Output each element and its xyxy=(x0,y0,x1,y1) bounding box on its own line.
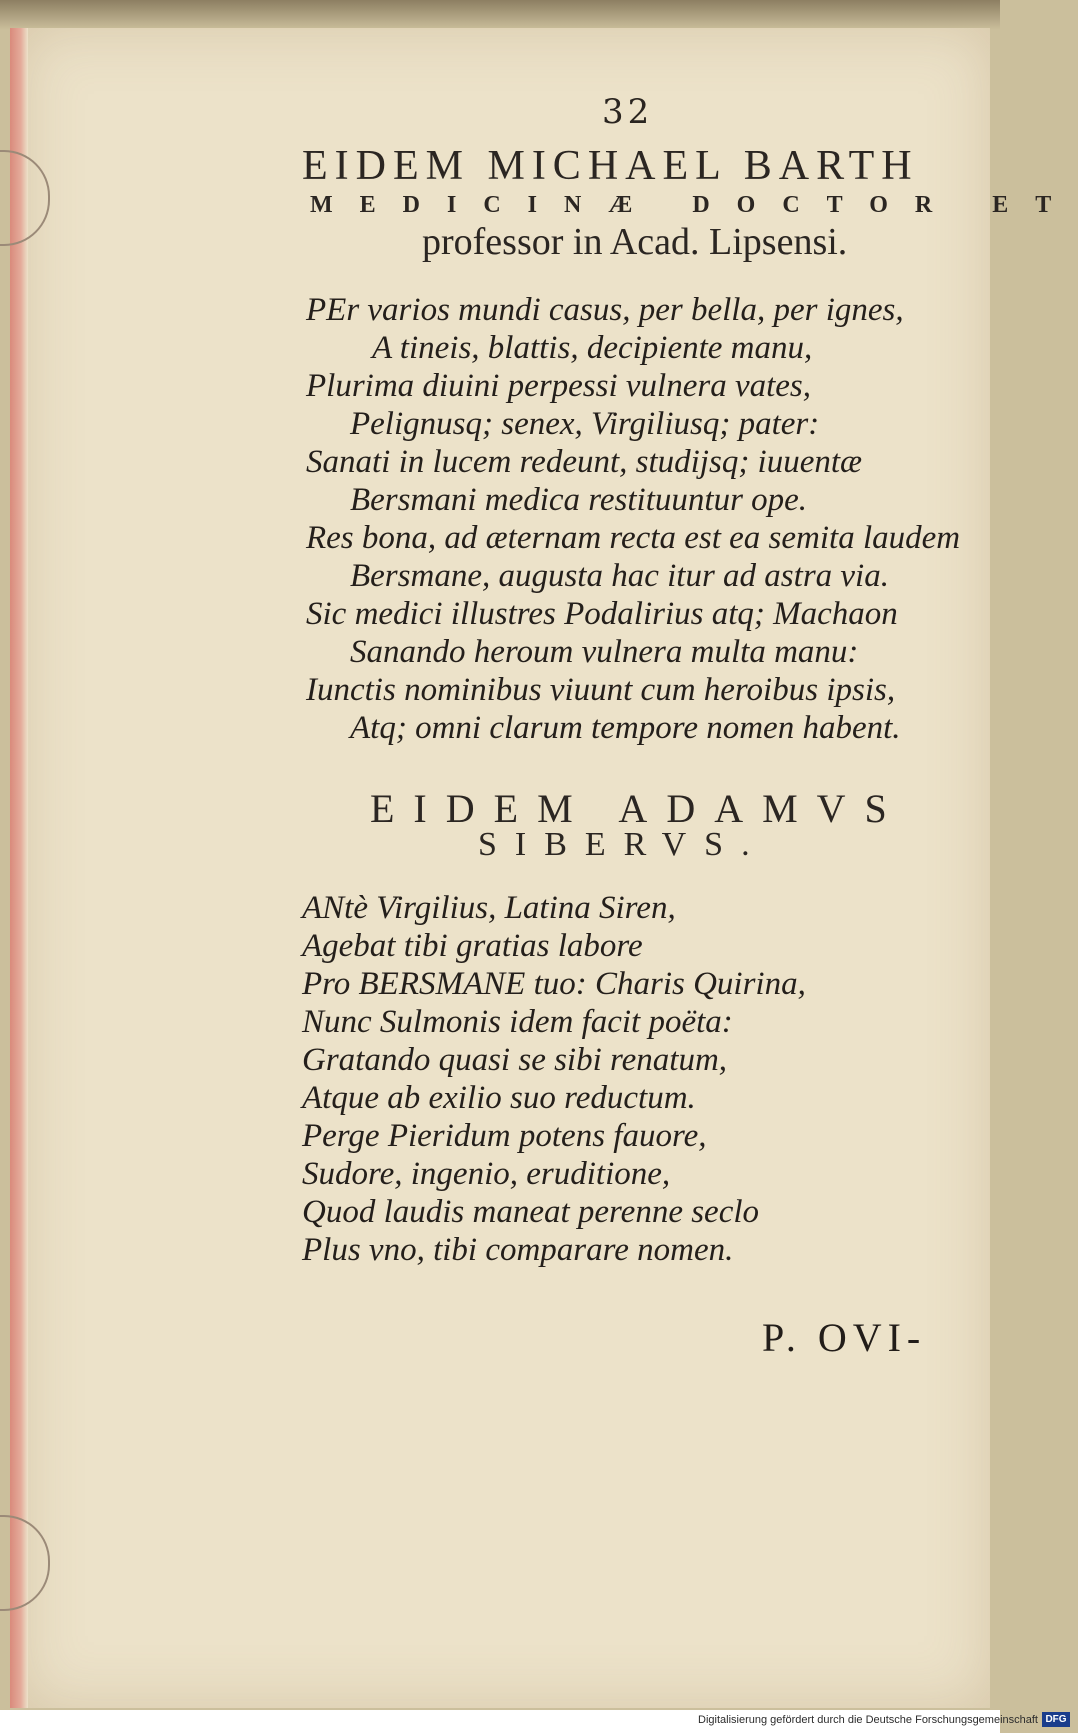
verse-line: Atq; omni clarum tempore nomen habent. xyxy=(350,710,901,746)
verse-line: Res bona, ad æternam recta est ea semita laudem xyxy=(306,520,961,556)
page-edge-red xyxy=(10,28,28,1708)
verse-line: Gratando quasi se sibi renatum, xyxy=(302,1042,728,1078)
verse-line: Perge Pieridum potens fauore, xyxy=(302,1118,707,1154)
section2-title-line2: SIBERVS. xyxy=(478,826,768,863)
verse-line: PEr varios mundi casus, per bella, per ignes, xyxy=(306,292,904,328)
page-number: 32 xyxy=(602,92,654,132)
verse-line: Nunc Sulmonis idem facit poëta: xyxy=(302,1004,733,1040)
section1-title-line2: MEDICINÆ DOCTOR ET xyxy=(310,192,1078,218)
book-page xyxy=(22,28,990,1708)
section1-title-line3: professor in Acad. Lipsensi. xyxy=(422,221,848,263)
verse-line: Sudore, ingenio, eruditione, xyxy=(302,1156,671,1192)
top-edge-shadow xyxy=(0,0,1000,30)
verse-line: Plus vno, tibi comparare nomen. xyxy=(302,1232,734,1268)
verse-line: Quod laudis maneat perenne seclo xyxy=(302,1194,760,1230)
verse-line: Sanati in lucem redeunt, studijsq; iuuentæ xyxy=(306,444,863,480)
verse-line: Plurima diuini perpessi vulnera vates, xyxy=(306,368,812,404)
verse-line: ANtè Virgilius, Latina Siren, xyxy=(302,890,676,926)
verse-line: Bersmani medica restituuntur ope. xyxy=(350,482,808,518)
verse-line: Atque ab exilio suo reductum. xyxy=(302,1080,696,1116)
digitization-credit: Digitalisierung gefördert durch die Deutsche Forschungsgemeinschaft xyxy=(698,1714,1038,1726)
section2-title-line1: EIDEM ADAMVS xyxy=(370,786,906,831)
verse-line: Iunctis nominibus viuunt cum heroibus ipsis, xyxy=(306,672,896,708)
verse-line: Sic medici illustres Podalirius atq; Machaon xyxy=(306,596,898,632)
verse-line: A tineis, blattis, decipiente manu, xyxy=(372,330,813,366)
verse-line: Sanando heroum vulnera multa manu: xyxy=(350,634,859,670)
verse-line: Pro BERSMANE tuo: Charis Quirina, xyxy=(302,966,806,1002)
catchword: P. OVI- xyxy=(762,1315,927,1360)
section1-title-line1: EIDEM MICHAEL BARTH xyxy=(302,143,919,189)
verse-line: Bersmane, augusta hac itur ad astra via. xyxy=(350,558,889,594)
verse-line: Pelignusq; senex, Virgiliusq; pater: xyxy=(350,406,820,442)
dfg-logo-icon: DFG xyxy=(1042,1712,1070,1727)
verse-line: Agebat tibi gratias labore xyxy=(302,928,643,964)
